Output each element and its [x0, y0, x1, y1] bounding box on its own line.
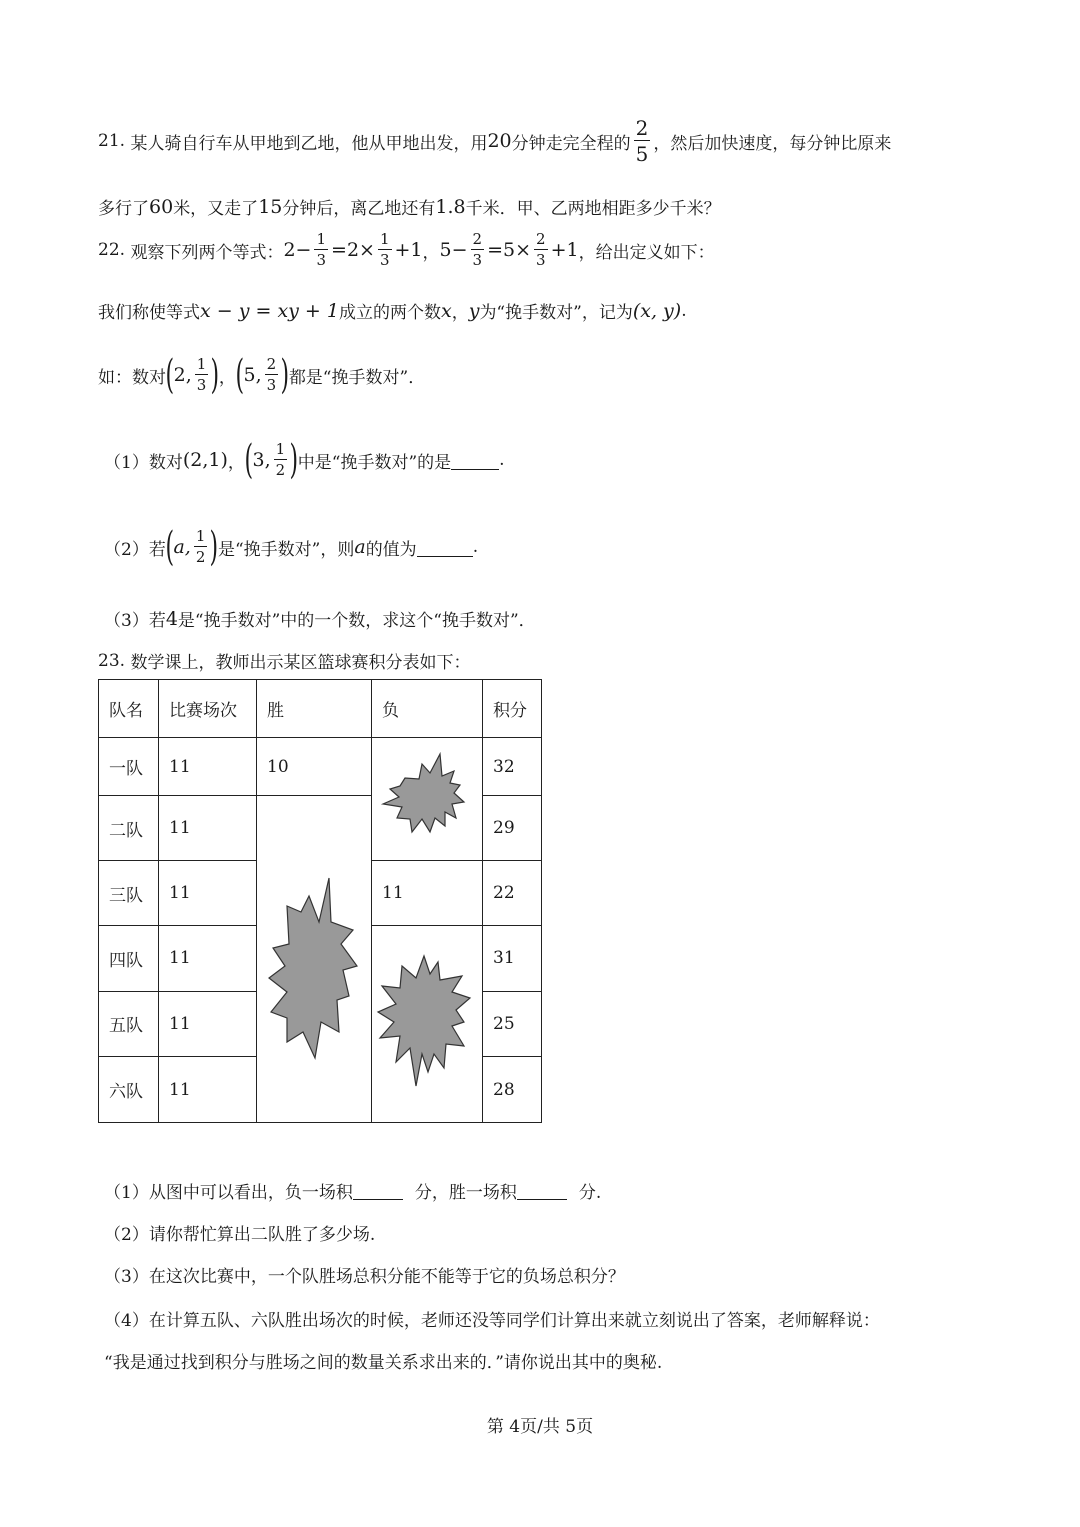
answer-blank[interactable]	[451, 451, 499, 470]
q22-definition-equation: x − y = xy + 1	[200, 299, 339, 322]
header-loss: 负	[372, 680, 483, 738]
q22-example: 如：数对 ( 2, $\frac{1}{3}$ ) ， ( 5, $\frac{2}{3}$ ) 都是“挽手数对”．	[98, 352, 426, 398]
q21-minutes2: 15	[258, 195, 283, 218]
q22-part2-pair: ( a, $\frac{1}{2}$ )	[165, 524, 219, 570]
table-row: 五队 11 25	[99, 991, 542, 1057]
q23-part1: （1）从图中可以看出，负一场积 分，胜一场积 分.	[104, 1183, 602, 1203]
q23-part4-line1: （4）在计算五队、六队胜出场次的时候，老师还没等同学们计算出来就立刻说出了答案，老师解释说：	[104, 1311, 880, 1331]
q21-line1	[98, 118, 891, 164]
q23-part3: （3）在这次比赛中，一个队胜场总积分能不能等于它的负场总积分？	[104, 1267, 625, 1287]
table-row: 三队 11 11 22	[99, 861, 542, 926]
header-games: 比赛场次	[159, 680, 257, 738]
q21-fraction: $\frac{2}{5}$	[635, 116, 649, 166]
q22-line1: 22. 观察下列两个等式： 2 − $\frac{1}{3}$ = 2 × $\frac{1}{3}$ +1 ， 5 − $\frac{2}{3}$ = 5 × $\frac{2}{3}$ +1 ，给出定义如下：	[98, 230, 715, 269]
ink-blot-cell	[372, 926, 483, 1123]
q22-part1-pair: ( 3, $\frac{1}{2}$ )	[244, 437, 299, 483]
page-footer: 第 4页/共 5页	[486, 1417, 594, 1437]
q22-number: 22.	[98, 240, 126, 260]
q22-example-pair-1: ( 2, $\frac{1}{3}$ )	[165, 352, 220, 398]
q21-minutes1: 20	[487, 130, 512, 152]
q23-part4-line2: “我是通过找到积分与胜场之间的数量关系求出来的．”请你说出其中的奥秘.	[104, 1353, 663, 1373]
q21-line2: 多行了 60 米，又走了 15 分钟后，离乙地还有 1.8 千米．甲、乙两地相距多少千米？	[98, 195, 721, 219]
q23-number: 23.	[98, 650, 126, 671]
answer-blank[interactable]	[353, 1181, 403, 1200]
ink-blot-icon	[372, 926, 482, 1122]
header-points: 积分	[483, 680, 542, 738]
table-header-row	[99, 680, 542, 738]
q22-definition: 我们称使等式 x − y = xy + 1 成立的两个数 x ， y 为“挽手数对”，记为 (x, y) .	[98, 299, 687, 323]
table-row: 一队 11 10 32	[99, 738, 542, 796]
q21-km: 1.8	[435, 195, 466, 218]
header-win: 胜	[257, 680, 372, 738]
ink-blot-cell	[257, 796, 372, 1123]
q22-part2: （2）若 ( a, $\frac{1}{2}$ ) 是“挽手数对”，则 a 的值为 .	[104, 524, 479, 570]
table-row: 六队 11 28	[99, 1057, 542, 1123]
answer-blank[interactable]	[517, 1181, 567, 1200]
q22-example-pair-2: ( 5, $\frac{2}{3}$ )	[235, 352, 290, 398]
q23-intro: 23. 数学课上，教师出示某区篮球赛积分表如下：	[98, 650, 471, 673]
ink-blot-icon	[257, 796, 371, 1122]
answer-blank[interactable]	[417, 538, 473, 557]
q22-equation-1: 2 − $\frac{1}{3}$ = 2 × $\frac{1}{3}$ +1	[283, 230, 423, 269]
q21-text: 某人骑自行车从甲地到乙地，他从甲地出发，用	[130, 133, 488, 154]
q23-part2: （2）请你帮忙算出二队胜了多少场.	[104, 1225, 376, 1245]
q22-part1: （1）数对 (2,1) ， ( 3, $\frac{1}{2}$ ) 中是“挽手数对”的是 .	[104, 437, 505, 483]
ink-blot-cell	[372, 738, 483, 861]
q22-part3: （3）若 4 是“挽手数对”中的一个数，求这个“挽手数对”．	[104, 607, 536, 631]
table-row: 四队 11 31	[99, 926, 542, 992]
table-row: 二队 11 29	[99, 796, 542, 861]
q21-text: 分钟走完全程的	[511, 133, 631, 154]
header-team: 队名	[99, 680, 159, 738]
q21-number: 21.	[98, 131, 126, 151]
ink-blot-icon	[372, 740, 482, 858]
score-table	[98, 679, 542, 1123]
q22-equation-2: 5 − $\frac{2}{3}$ = 5 × $\frac{2}{3}$ +1	[439, 230, 579, 269]
q21-text: ，然后加快速度，每分钟比原来	[653, 133, 892, 154]
q21-meters: 60	[149, 195, 174, 218]
